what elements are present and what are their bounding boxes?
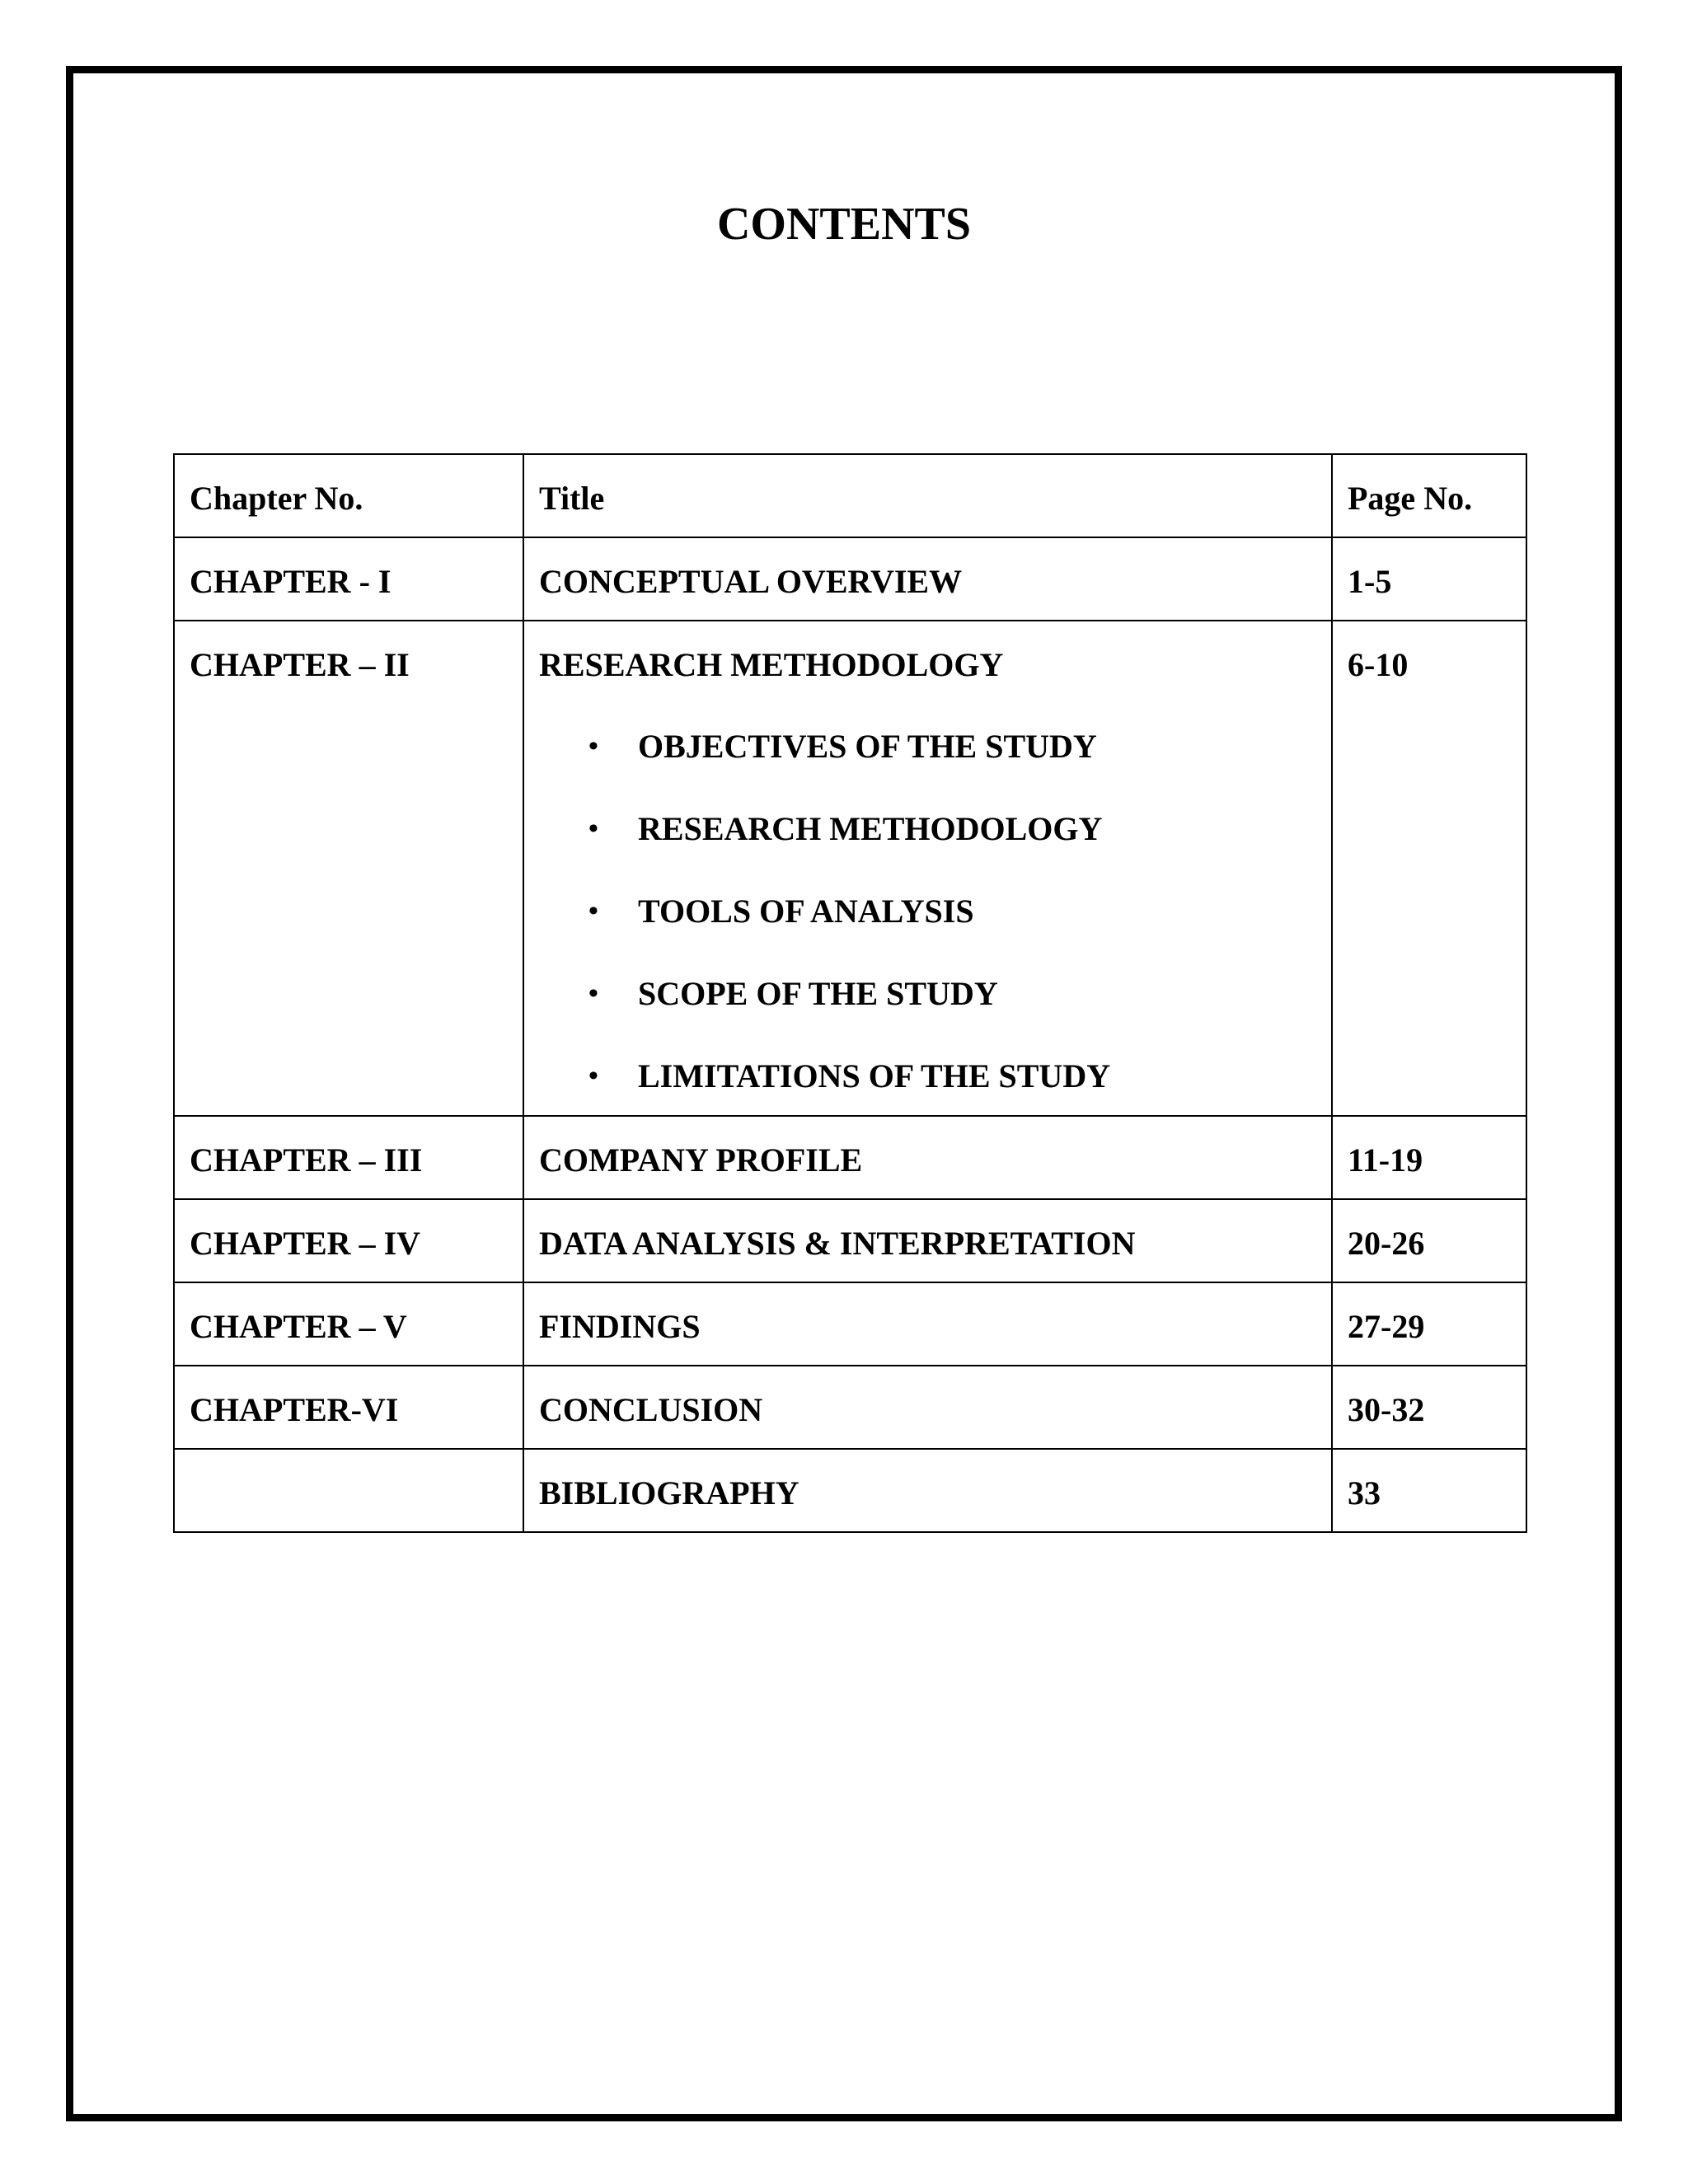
title-cell: DATA ANALYSIS & INTERPRETATION — [523, 1199, 1332, 1282]
title-cell: COMPANY PROFILE — [523, 1116, 1332, 1199]
subtopic-label: SCOPE OF THE STUDY — [638, 975, 998, 1012]
table-row — [174, 1116, 1526, 1199]
page-cell: 1-5 — [1332, 537, 1526, 621]
table-row — [174, 1449, 1526, 1532]
subtopic-label: RESEARCH METHODOLOGY — [638, 810, 1103, 847]
table-row — [174, 537, 1526, 621]
title-cell: BIBLIOGRAPHY — [523, 1449, 1332, 1532]
subtopic-item — [539, 893, 1316, 930]
page-cell: 27-29 — [1332, 1282, 1526, 1366]
header-chapter-no: Chapter No. — [174, 454, 523, 537]
subtopic-item — [539, 728, 1316, 766]
subtopic-label: OBJECTIVES OF THE STUDY — [638, 728, 1097, 765]
page-title: CONTENTS — [716, 199, 972, 250]
page-cell: 11-19 — [1332, 1116, 1526, 1199]
subtopic-item — [539, 810, 1316, 848]
page-cell: 30-32 — [1332, 1366, 1526, 1449]
bullet-icon: • — [588, 978, 598, 1009]
subtopic-item — [539, 975, 1316, 1013]
title-text: RESEARCH METHODOLOGY — [539, 646, 1004, 683]
title-cell: CONCEPTUAL OVERVIEW — [523, 537, 1332, 621]
subtopic-item — [539, 1057, 1316, 1095]
chapter-cell: CHAPTER – III — [174, 1116, 523, 1199]
page-cell: 6-10 — [1332, 621, 1526, 1116]
chapter-cell: CHAPTER - I — [174, 537, 523, 621]
table-header-row — [174, 454, 1526, 537]
bullet-icon: • — [588, 1061, 598, 1091]
subtopic-label: TOOLS OF ANALYSIS — [638, 893, 974, 930]
table-row — [174, 621, 1526, 1116]
contents-table — [173, 453, 1527, 1533]
subtopic-list — [539, 728, 1316, 1095]
title-cell: FINDINGS — [523, 1282, 1332, 1366]
chapter-cell: CHAPTER – IV — [174, 1199, 523, 1282]
chapter-cell: CHAPTER – V — [174, 1282, 523, 1366]
chapter-cell — [174, 1449, 523, 1532]
subtopic-label: LIMITATIONS OF THE STUDY — [638, 1057, 1111, 1094]
table-row — [174, 1366, 1526, 1449]
header-title: Title — [523, 454, 1332, 537]
header-page-no: Page No. — [1332, 454, 1526, 537]
chapter-cell: CHAPTER – II — [174, 621, 523, 1116]
table-row — [174, 1282, 1526, 1366]
bullet-icon: • — [588, 731, 598, 762]
page-cell: 20-26 — [1332, 1199, 1526, 1282]
bullet-icon: • — [588, 813, 598, 844]
title-cell — [523, 621, 1332, 1116]
bullet-icon: • — [588, 896, 598, 926]
chapter-cell: CHAPTER-VI — [174, 1366, 523, 1449]
table-row — [174, 1199, 1526, 1282]
page-cell: 33 — [1332, 1449, 1526, 1532]
title-cell: CONCLUSION — [523, 1366, 1332, 1449]
